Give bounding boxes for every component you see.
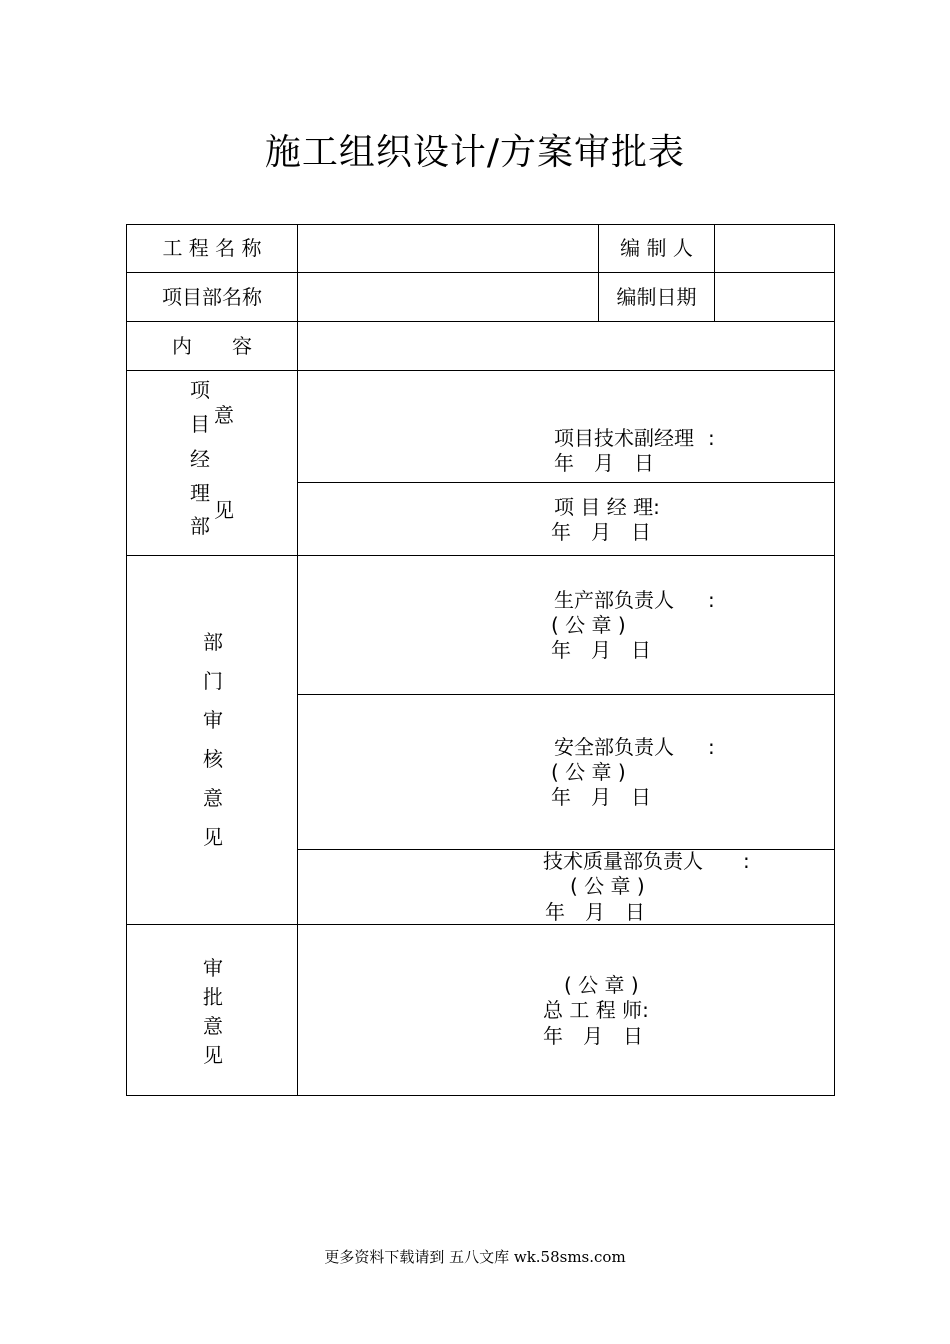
tech-deputy-manager-label: 项目技术副经理 — [554, 426, 694, 450]
approval-label: 意 — [203, 1014, 223, 1038]
project-name-label: 工 程 名 称 — [162, 236, 262, 260]
dept-review-label: 门 — [203, 669, 223, 693]
pm-section-label: 见 — [214, 498, 234, 522]
content-label: 内 容 — [172, 334, 252, 358]
signature-date: 年 月 日 — [551, 785, 651, 809]
signature-date: 年 月 日 — [551, 520, 651, 544]
table-rule — [126, 272, 835, 273]
signature-date: 年 月 日 — [554, 451, 654, 475]
table-rule — [126, 924, 835, 925]
approval-label: 批 — [203, 985, 223, 1009]
pm-section-label: 目 — [190, 412, 210, 436]
table-rule — [126, 321, 835, 322]
table-rule — [126, 370, 835, 371]
pm-section-label: 理 — [190, 481, 210, 505]
dept-review-label: 意 — [203, 786, 223, 810]
table-rule-vertical — [297, 224, 298, 1096]
production-head-label: 生产部负责人 — [554, 588, 674, 612]
dept-review-label: 核 — [203, 747, 223, 771]
chief-engineer-label: 总 工 程 师: — [543, 998, 649, 1022]
pm-section-label: 项 — [190, 378, 210, 402]
project-manager-label: 项 目 经 理: — [554, 495, 660, 519]
approval-label: 见 — [203, 1043, 223, 1067]
signature-colon: : — [708, 588, 715, 612]
table-border-right — [834, 224, 835, 1096]
table-rule — [126, 555, 835, 556]
signature-colon: : — [708, 735, 715, 759]
pm-section-label: 经 — [190, 447, 210, 471]
table-border-top — [126, 224, 835, 225]
official-seal: ( 公 章 ) — [551, 760, 626, 784]
table-rule — [298, 694, 835, 695]
official-seal: ( 公 章 ) — [551, 613, 626, 637]
official-seal: ( 公 章 ) — [570, 874, 645, 898]
page-title: 施工组织设计/方案审批表 — [264, 132, 686, 173]
dept-review-label: 审 — [203, 708, 223, 732]
signature-colon: : — [743, 849, 750, 873]
dept-review-label: 部 — [203, 630, 223, 654]
signature-date: 年 月 日 — [543, 1024, 643, 1048]
signature-colon: : — [708, 426, 715, 450]
footer-note: 更多资料下载请到 五八文库 wk.58sms.com — [324, 1248, 626, 1266]
table-border-bottom — [126, 1095, 835, 1096]
table-rule — [298, 482, 835, 483]
approval-label: 审 — [203, 956, 223, 980]
compiler-label: 编 制 人 — [620, 236, 693, 260]
pm-section-label: 意 — [214, 403, 234, 427]
dept-review-label: 见 — [203, 825, 223, 849]
pm-section-label: 部 — [190, 514, 210, 538]
quality-head-label: 技术质量部负责人 — [543, 849, 703, 873]
signature-date: 年 月 日 — [551, 638, 651, 662]
official-seal: ( 公 章 ) — [564, 973, 639, 997]
signature-date: 年 月 日 — [545, 900, 645, 924]
table-rule-vertical — [714, 224, 715, 322]
safety-head-label: 安全部负责人 — [554, 735, 674, 759]
compile-date-label: 编制日期 — [616, 285, 697, 309]
dept-name-label: 项目部名称 — [162, 285, 262, 309]
